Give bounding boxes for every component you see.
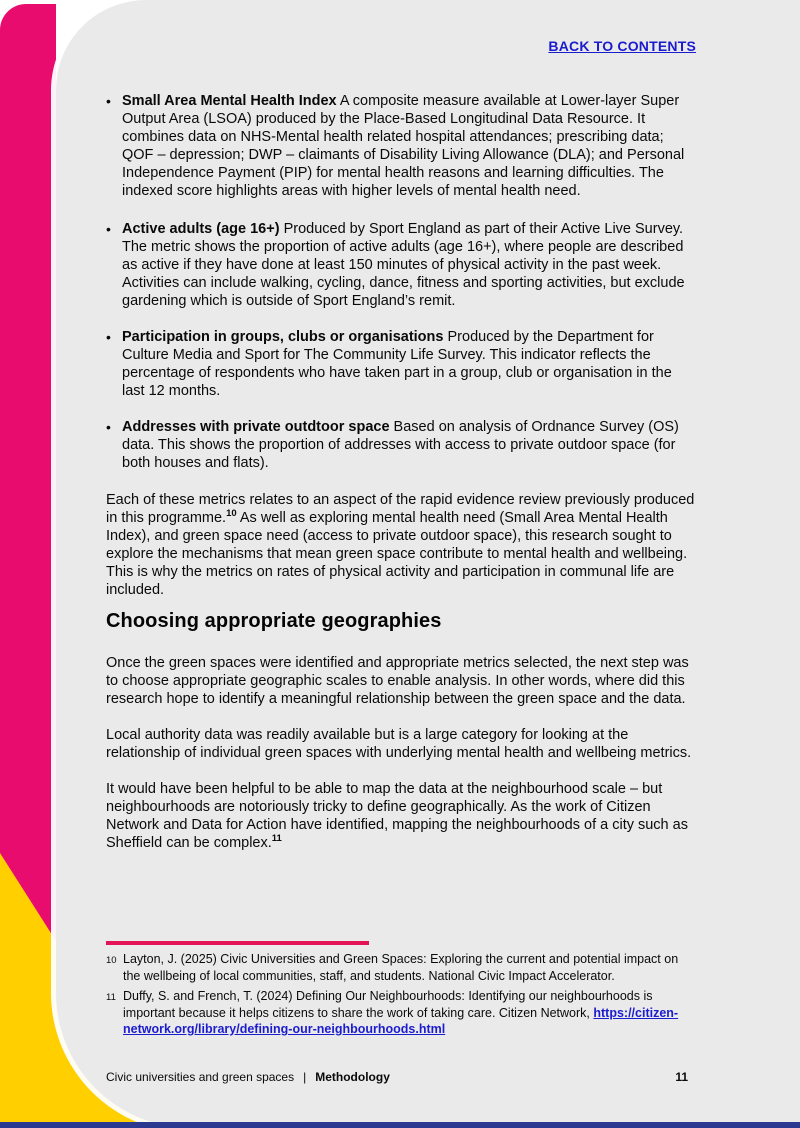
bullet-text	[122, 418, 696, 472]
paragraph-geographies-intro: Once the green spaces were identified and appropriate metrics selected, the next step was to choose appropriate geographic scales to enable analysis. In other words, where did this research hope to identify a meaningful relationship between the green space and the data.	[106, 655, 689, 707]
paragraph-neighbourhood	[106, 780, 696, 852]
bullet-dot: •	[106, 419, 111, 435]
bullet-body: Produced by the Department for Culture Media and Sport for The Community Life Survey. This indicator reflects the percentage of respondents who have taken part in a group, club or organisation in the last 12 months.	[122, 329, 672, 399]
footer-separator: |	[303, 1070, 307, 1084]
footnote-text: Layton, J. (2025) Civic Universities and Green Spaces: Exploring the current and potential impact on the wellbeing of local communities, staff, and students. National Civic Impact Accelerator.	[123, 952, 679, 983]
bullet-dot: •	[106, 221, 111, 237]
footer-section-name: Methodology	[315, 1070, 390, 1084]
footnote-number: 11	[106, 992, 116, 1003]
paragraph-text: It would have been helpful to be able to map the data at the neighbourhood scale – but neighbourhoods are notoriously tricky to define geographically. As the work of Citizen Network and Data for Action have identified, mapping the neighbourhoods of a city such as Sheffield can be complex.	[106, 781, 688, 851]
bullet-dot: •	[106, 329, 111, 345]
bullet-title: Small Area Mental Health Index	[122, 93, 337, 109]
back-to-contents-link[interactable]: BACK TO CONTENTS	[548, 38, 696, 54]
bullet-title: Addresses with private outdtoor space	[122, 419, 390, 435]
section-heading: Choosing appropriate geographies	[106, 610, 442, 632]
paragraph-text: As well as exploring mental health need (Small Area Mental Health Index), and green space need (access to private outdoor space), this research sought to explore the mechanisms that mean green space contribute to mental health and wellbeing. This is why the metrics on rates of physical activity and participation in communal life are included.	[106, 510, 688, 598]
footnote-url-link[interactable]: https://citizen-network.org/library/defining-our-neighbourhoods.html	[123, 1005, 679, 1036]
footnote-10	[106, 951, 696, 984]
paragraph-local-authority: Local authority data was readily available but is a large category for looking at the relationship of individual green spaces with underlying mental health and wellbeing metrics.	[106, 727, 692, 761]
bullet-text	[122, 328, 696, 400]
footnote-number: 10	[106, 955, 117, 966]
bullet-body: A composite measure available at Lower-layer Super Output Area (LSOA) produced by the Place-Based Longitudinal Data Resource. It combines data on NHS-Mental health related hospital attendances; prescribing data; QOF – depression; DWP – claimants of Disability Living Allowance (DLA); and Personal Independence Payment (PIP) for mental health reasons and learning difficulties. The indexed score highlights areas with higher levels of mental health need.	[122, 93, 685, 199]
bullet-body: Based on analysis of Ordnance Survey (OS) data. This shows the proportion of addresses with access to private outdoor space (for both houses and flats).	[122, 419, 679, 471]
footer-breadcrumb	[106, 1070, 390, 1085]
footnote-citation: Duffy, S. and French, T. (2024) Defining Our Neighbourhoods: Identifying our neighbourhoods is important because it helps citizens to share the work of taking care. Citizen Network,	[123, 989, 653, 1020]
footnote-text	[123, 988, 696, 1038]
footer-document-title: Civic universities and green spaces	[106, 1070, 295, 1084]
bullet-participation-groups	[106, 328, 696, 400]
page-number: 11	[675, 1070, 688, 1084]
bullet-title: Participation in groups, clubs or organisations	[122, 329, 444, 345]
footnote-11	[106, 988, 696, 1038]
page-footer	[106, 1070, 696, 1085]
paragraph-text: Each of these metrics relates to an aspect of the rapid evidence review previously produced in this programme.	[106, 492, 695, 526]
bullet-text	[122, 92, 696, 200]
footnote-ref-10: 10	[226, 508, 237, 520]
footnote-ref-11: 11	[271, 833, 282, 845]
bullet-dot: •	[106, 93, 111, 109]
bullet-body: Produced by Sport England as part of their Active Live Survey. The metric shows the proportion of active adults (age 16+), where people are described as active if they have done at least 150 minutes of physical activity in the past week. Activities can include walking, cycling, dance, fitness and sporting activities, but exclude gardening which is outside of Sport England’s remit.	[122, 221, 685, 309]
decorative-bottom-bar	[0, 1122, 800, 1128]
bullet-private-outdoor-space	[106, 418, 696, 472]
bullet-title: Active adults (age 16+)	[122, 221, 280, 237]
bullet-active-adults	[106, 220, 696, 310]
footnote-divider-rule	[106, 941, 369, 945]
bullet-small-area-mental-health-index	[106, 92, 696, 200]
paragraph-metrics	[106, 491, 696, 599]
bullet-text	[122, 220, 696, 310]
